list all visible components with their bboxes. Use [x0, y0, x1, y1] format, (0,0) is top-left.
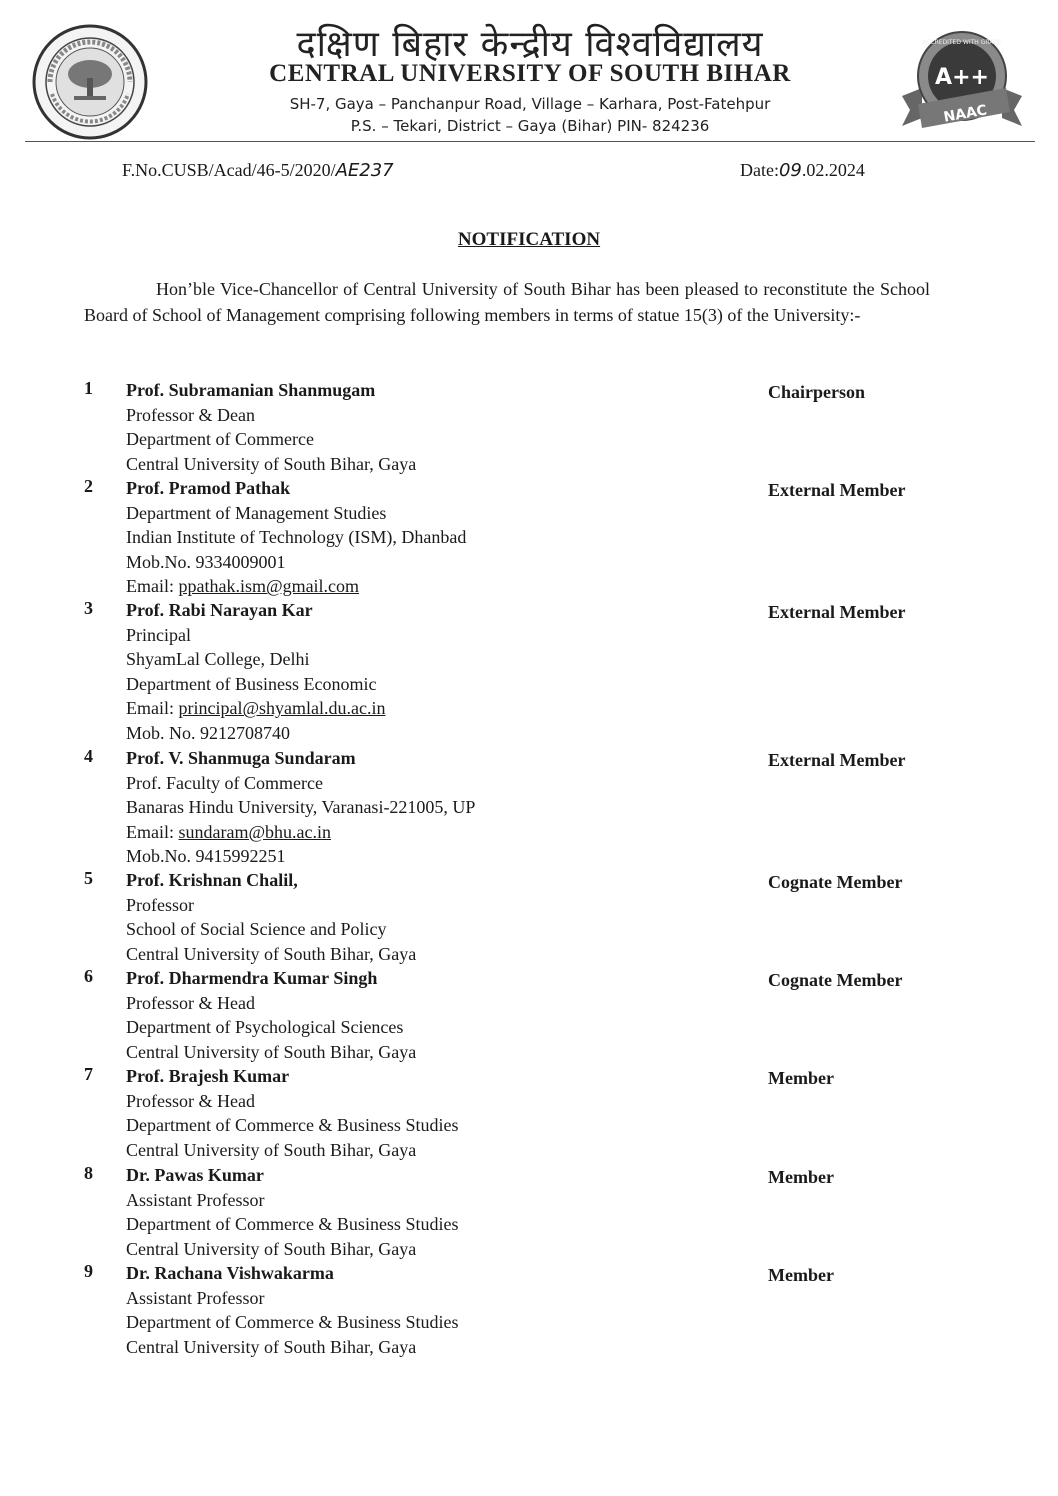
member-role: Member: [768, 1167, 834, 1187]
member-email-line: [126, 574, 466, 599]
file-number-handwritten: AE237: [335, 160, 394, 181]
member-mobile-line: Mob.No. 9415992251: [126, 846, 286, 867]
member-detail-line: Central University of South Bihar, Gaya: [126, 1336, 417, 1357]
member-detail-line: Department of Psychological Sciences: [126, 1017, 404, 1038]
member-role: Member: [768, 1265, 834, 1285]
date-suffix: .02.2024: [801, 160, 865, 180]
naac-accreditation-badge: [892, 26, 1032, 136]
email-label: Email:: [126, 821, 179, 842]
member-detail-line: Central University of South Bihar, Gaya: [126, 1238, 417, 1259]
member-number: 6: [84, 966, 93, 986]
member-detail-line: Professor & Head: [126, 1090, 255, 1111]
member-number: 4: [84, 746, 93, 766]
document-date: [740, 160, 865, 181]
member-role: External Member: [768, 480, 906, 500]
member-name: Prof. Brajesh Kumar: [126, 1066, 290, 1086]
member-detail-line: Professor & Dean: [126, 404, 255, 425]
naac-ring-text: ACCREDITED WITH GRADE: [922, 39, 1002, 46]
member-mobile-line: Mob. No. 9212708740: [126, 722, 291, 743]
member-detail-line: Assistant Professor: [126, 1189, 265, 1210]
member-detail-line: Banaras Hindu University, Varanasi-221005, UP: [126, 797, 476, 818]
email-label: Email:: [126, 576, 179, 597]
notification-heading: NOTIFICATION: [457, 229, 601, 250]
university-name-english: CENTRAL UNIVERSITY OF SOUTH BIHAR: [269, 60, 791, 87]
member-role: External Member: [768, 750, 906, 770]
member-details: [126, 1261, 458, 1359]
member-detail-line: Professor & Head: [126, 992, 255, 1013]
address-line-2: P.S. – Tekari, District – Gaya (Bihar) PIN- 824236: [350, 117, 710, 135]
member-number: 8: [84, 1163, 93, 1183]
member-role: External Member: [768, 602, 906, 622]
member-detail-line: Principal: [126, 624, 191, 645]
member-detail-line: Department of Commerce & Business Studies: [126, 1115, 459, 1136]
email-link[interactable]: ppathak.ism@gmail.com: [178, 576, 360, 597]
member-details: [126, 1064, 458, 1162]
member-details: [126, 746, 475, 869]
member-name: Prof. Dharmendra Kumar Singh: [126, 968, 378, 988]
member-number: 2: [84, 476, 93, 496]
member-detail-line: ShyamLal College, Delhi: [126, 649, 310, 670]
member-details: [126, 378, 416, 476]
member-role: Member: [768, 1068, 834, 1088]
member-name: Dr. Rachana Vishwakarma: [126, 1263, 334, 1283]
member-details: [126, 476, 466, 599]
date-day-handwritten: 09: [778, 160, 802, 181]
member-email-line: [126, 696, 386, 721]
member-name: Prof. V. Shanmuga Sundaram: [126, 748, 356, 768]
member-name: Prof. Krishnan Chalil,: [126, 870, 298, 890]
member-details: [126, 1163, 458, 1261]
member-detail-line: Department of Management Studies: [126, 502, 387, 523]
naac-grade-text: A++: [935, 65, 989, 90]
member-detail-line: Professor: [126, 894, 194, 915]
member-detail-line: Department of Commerce & Business Studies: [126, 1214, 459, 1235]
notification-intro: Hon’ble Vice-Chancellor of Central University of South Bihar has been pleased to reconstitute the School Board of School of Management comprising following members in terms of statue 15(3) of the University:-: [84, 279, 930, 325]
member-role: Cognate Member: [768, 970, 903, 990]
member-email-line: [126, 820, 475, 845]
member-detail-line: Assistant Professor: [126, 1287, 265, 1308]
member-name: Dr. Pawas Kumar: [126, 1165, 264, 1185]
member-name: Prof. Rabi Narayan Kar: [126, 600, 313, 620]
member-detail-line: Central University of South Bihar, Gaya: [126, 453, 417, 474]
naac-label-text: NAAC: [942, 102, 989, 126]
member-number: 9: [84, 1261, 93, 1281]
member-name: Prof. Pramod Pathak: [126, 478, 291, 498]
member-detail-line: Indian Institute of Technology (ISM), Dhanbad: [126, 527, 467, 548]
email-link[interactable]: sundaram@bhu.ac.in: [178, 821, 332, 842]
member-detail-line: Central University of South Bihar, Gaya: [126, 1139, 417, 1160]
address-line-1: SH-7, Gaya – Panchanpur Road, Village – Karhara, Post-Fatehpur: [289, 95, 771, 113]
member-role: Cognate Member: [768, 872, 903, 892]
member-detail-line: Central University of South Bihar, Gaya: [126, 1041, 417, 1062]
member-number: 1: [84, 378, 93, 398]
member-detail-line: Prof. Faculty of Commerce: [126, 772, 323, 793]
member-name: Prof. Subramanian Shanmugam: [126, 380, 376, 400]
member-number: 3: [84, 598, 93, 618]
member-number: 5: [84, 868, 93, 888]
member-detail-line: Department of Commerce & Business Studies: [126, 1312, 459, 1333]
file-number: [122, 160, 394, 181]
file-number-prefix: F.No.CUSB/Acad/46-5/2020/: [122, 160, 336, 180]
member-detail-line: School of Social Science and Policy: [126, 919, 387, 940]
member-detail-line: Central University of South Bihar, Gaya: [126, 943, 417, 964]
date-prefix: Date:: [740, 160, 779, 180]
member-detail-line: Mob.No. 9334009001: [126, 551, 286, 572]
member-detail-line: Department of Commerce: [126, 429, 314, 450]
university-seal-logo: [30, 22, 150, 142]
member-details: [126, 966, 416, 1064]
email-label: Email:: [126, 698, 179, 719]
member-detail-line: Department of Business Economic: [126, 673, 377, 694]
university-name-hindi: दक्षिण बिहार केन्द्रीय विश्वविद्यालय: [296, 24, 764, 65]
member-details: [126, 598, 386, 746]
member-details: [126, 868, 416, 966]
email-link[interactable]: principal@shyamlal.du.ac.in: [178, 698, 386, 719]
header-divider: [25, 141, 1035, 142]
member-role: Chairperson: [768, 382, 866, 402]
member-number: 7: [84, 1064, 93, 1084]
